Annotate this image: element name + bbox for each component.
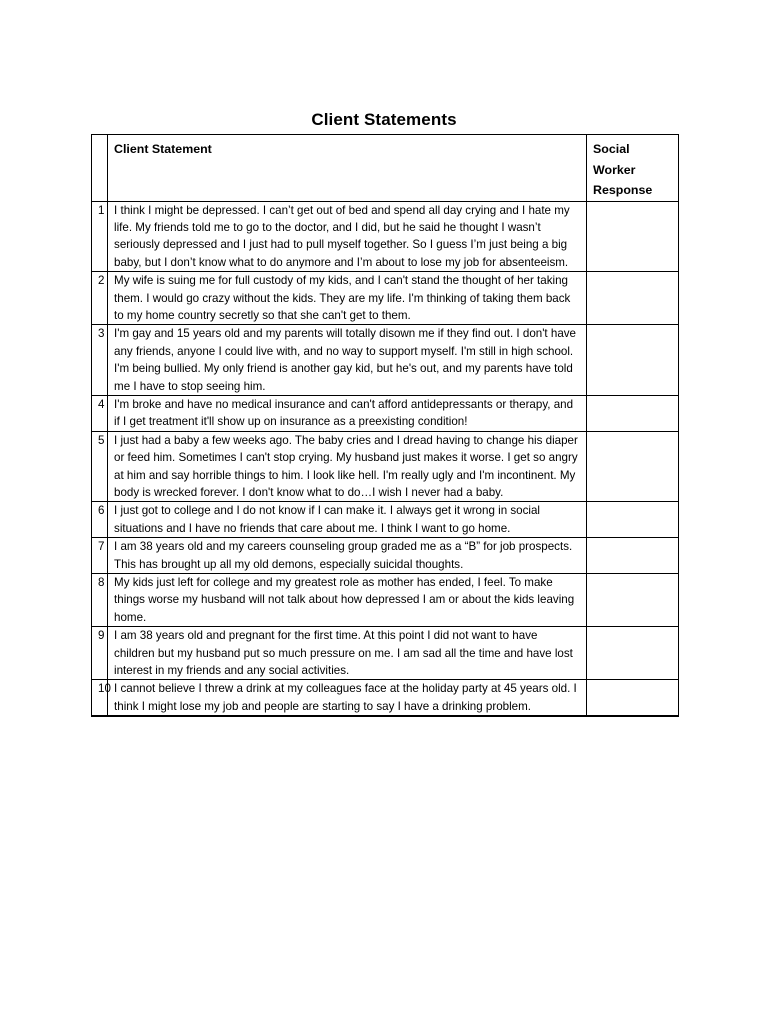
row-number: 1 <box>92 201 108 272</box>
table-row <box>92 431 679 502</box>
row-number: 10 <box>92 680 108 716</box>
page-title: Client Statements <box>311 110 457 129</box>
table-row <box>92 680 679 716</box>
row-number: 9 <box>92 627 108 680</box>
table-row <box>92 574 679 627</box>
table-row <box>92 538 679 574</box>
response-cell[interactable] <box>587 325 679 396</box>
column-header-social-worker-response: Social Worker Response <box>587 135 679 202</box>
response-cell[interactable] <box>587 574 679 627</box>
response-cell[interactable] <box>587 395 679 431</box>
row-number: 5 <box>92 431 108 502</box>
response-cell[interactable] <box>587 502 679 538</box>
column-header-client-statement: Client Statement <box>108 135 587 202</box>
table-row <box>92 395 679 431</box>
table-row <box>92 272 679 325</box>
client-statement-cell: I'm broke and have no medical insurance and can't afford antidepressants or therapy, and if I get treatment it'll show up on insurance as a preexisting condition! <box>108 395 587 431</box>
client-statements-table <box>91 134 679 717</box>
table-header-row <box>92 135 679 202</box>
row-number: 4 <box>92 395 108 431</box>
response-cell[interactable] <box>587 538 679 574</box>
row-number: 3 <box>92 325 108 396</box>
client-statement-cell: I am 38 years old and my careers counseling group graded me as a “B” for job prospects. This has brought up all my old demons, especially suicidal thoughts. <box>108 538 587 574</box>
response-cell[interactable] <box>587 431 679 502</box>
table-row <box>92 201 679 272</box>
client-statement-cell: I am 38 years old and pregnant for the first time. At this point I did not want to have children but my husband put so much pressure on me. I am sad all the time and have lost interest in my friends and any social activities. <box>108 627 587 680</box>
row-number: 8 <box>92 574 108 627</box>
row-number: 6 <box>92 502 108 538</box>
response-cell[interactable] <box>587 272 679 325</box>
client-statement-cell: My wife is suing me for full custody of my kids, and I can't stand the thought of her taking them. I would go crazy without the kids. They are my life. I'm thinking of taking them back to my home country secretly so that she can't get to them. <box>108 272 587 325</box>
response-cell[interactable] <box>587 201 679 272</box>
table-row <box>92 502 679 538</box>
row-number: 7 <box>92 538 108 574</box>
client-statement-cell: My kids just left for college and my greatest role as mother has ended, I feel. To make things worse my husband will not talk about how depressed I am or about the kids leaving home. <box>108 574 587 627</box>
client-statement-cell: I'm gay and 15 years old and my parents will totally disown me if they find out. I don't have any friends, anyone I could live with, and no way to support myself. I'm still in high school. I'm being bullied. My only friend is another gay kid, but he's out, and my parents have told me I have to stop seeing him. <box>108 325 587 396</box>
response-cell[interactable] <box>587 680 679 716</box>
column-header-number <box>92 135 108 202</box>
table-row <box>92 325 679 396</box>
client-statement-cell: I just had a baby a few weeks ago. The baby cries and I dread having to change his diaper or feed him. Sometimes I can't stop crying. My husband just makes it worse. I get so angry at him and say horrible things to him. I look like hell. I'm really ugly and I'm incontinent. My body is wrecked forever. I don't know what to do…I wish I never had a baby. <box>108 431 587 502</box>
response-cell[interactable] <box>587 627 679 680</box>
client-statement-cell: I think I might be depressed. I can’t get out of bed and spend all day crying and I hate my life. My friends told me to go to the doctor, and I did, but he said he thought I wasn’t seriously depressed and I just had to pull myself together. So I guess I’m just being a big baby, but I don’t know what to do anymore and I’m about to lose my job for absenteeism. <box>108 201 587 272</box>
table-row <box>92 627 679 680</box>
row-number: 2 <box>92 272 108 325</box>
client-statement-cell: I just got to college and I do not know if I can make it. I always get it wrong in social situations and I have no friends that care about me. I think I want to go home. <box>108 502 587 538</box>
client-statement-cell: I cannot believe I threw a drink at my colleagues face at the holiday party at 45 years old. I think I might lose my job and people are starting to say I have a drinking problem. <box>108 680 587 716</box>
